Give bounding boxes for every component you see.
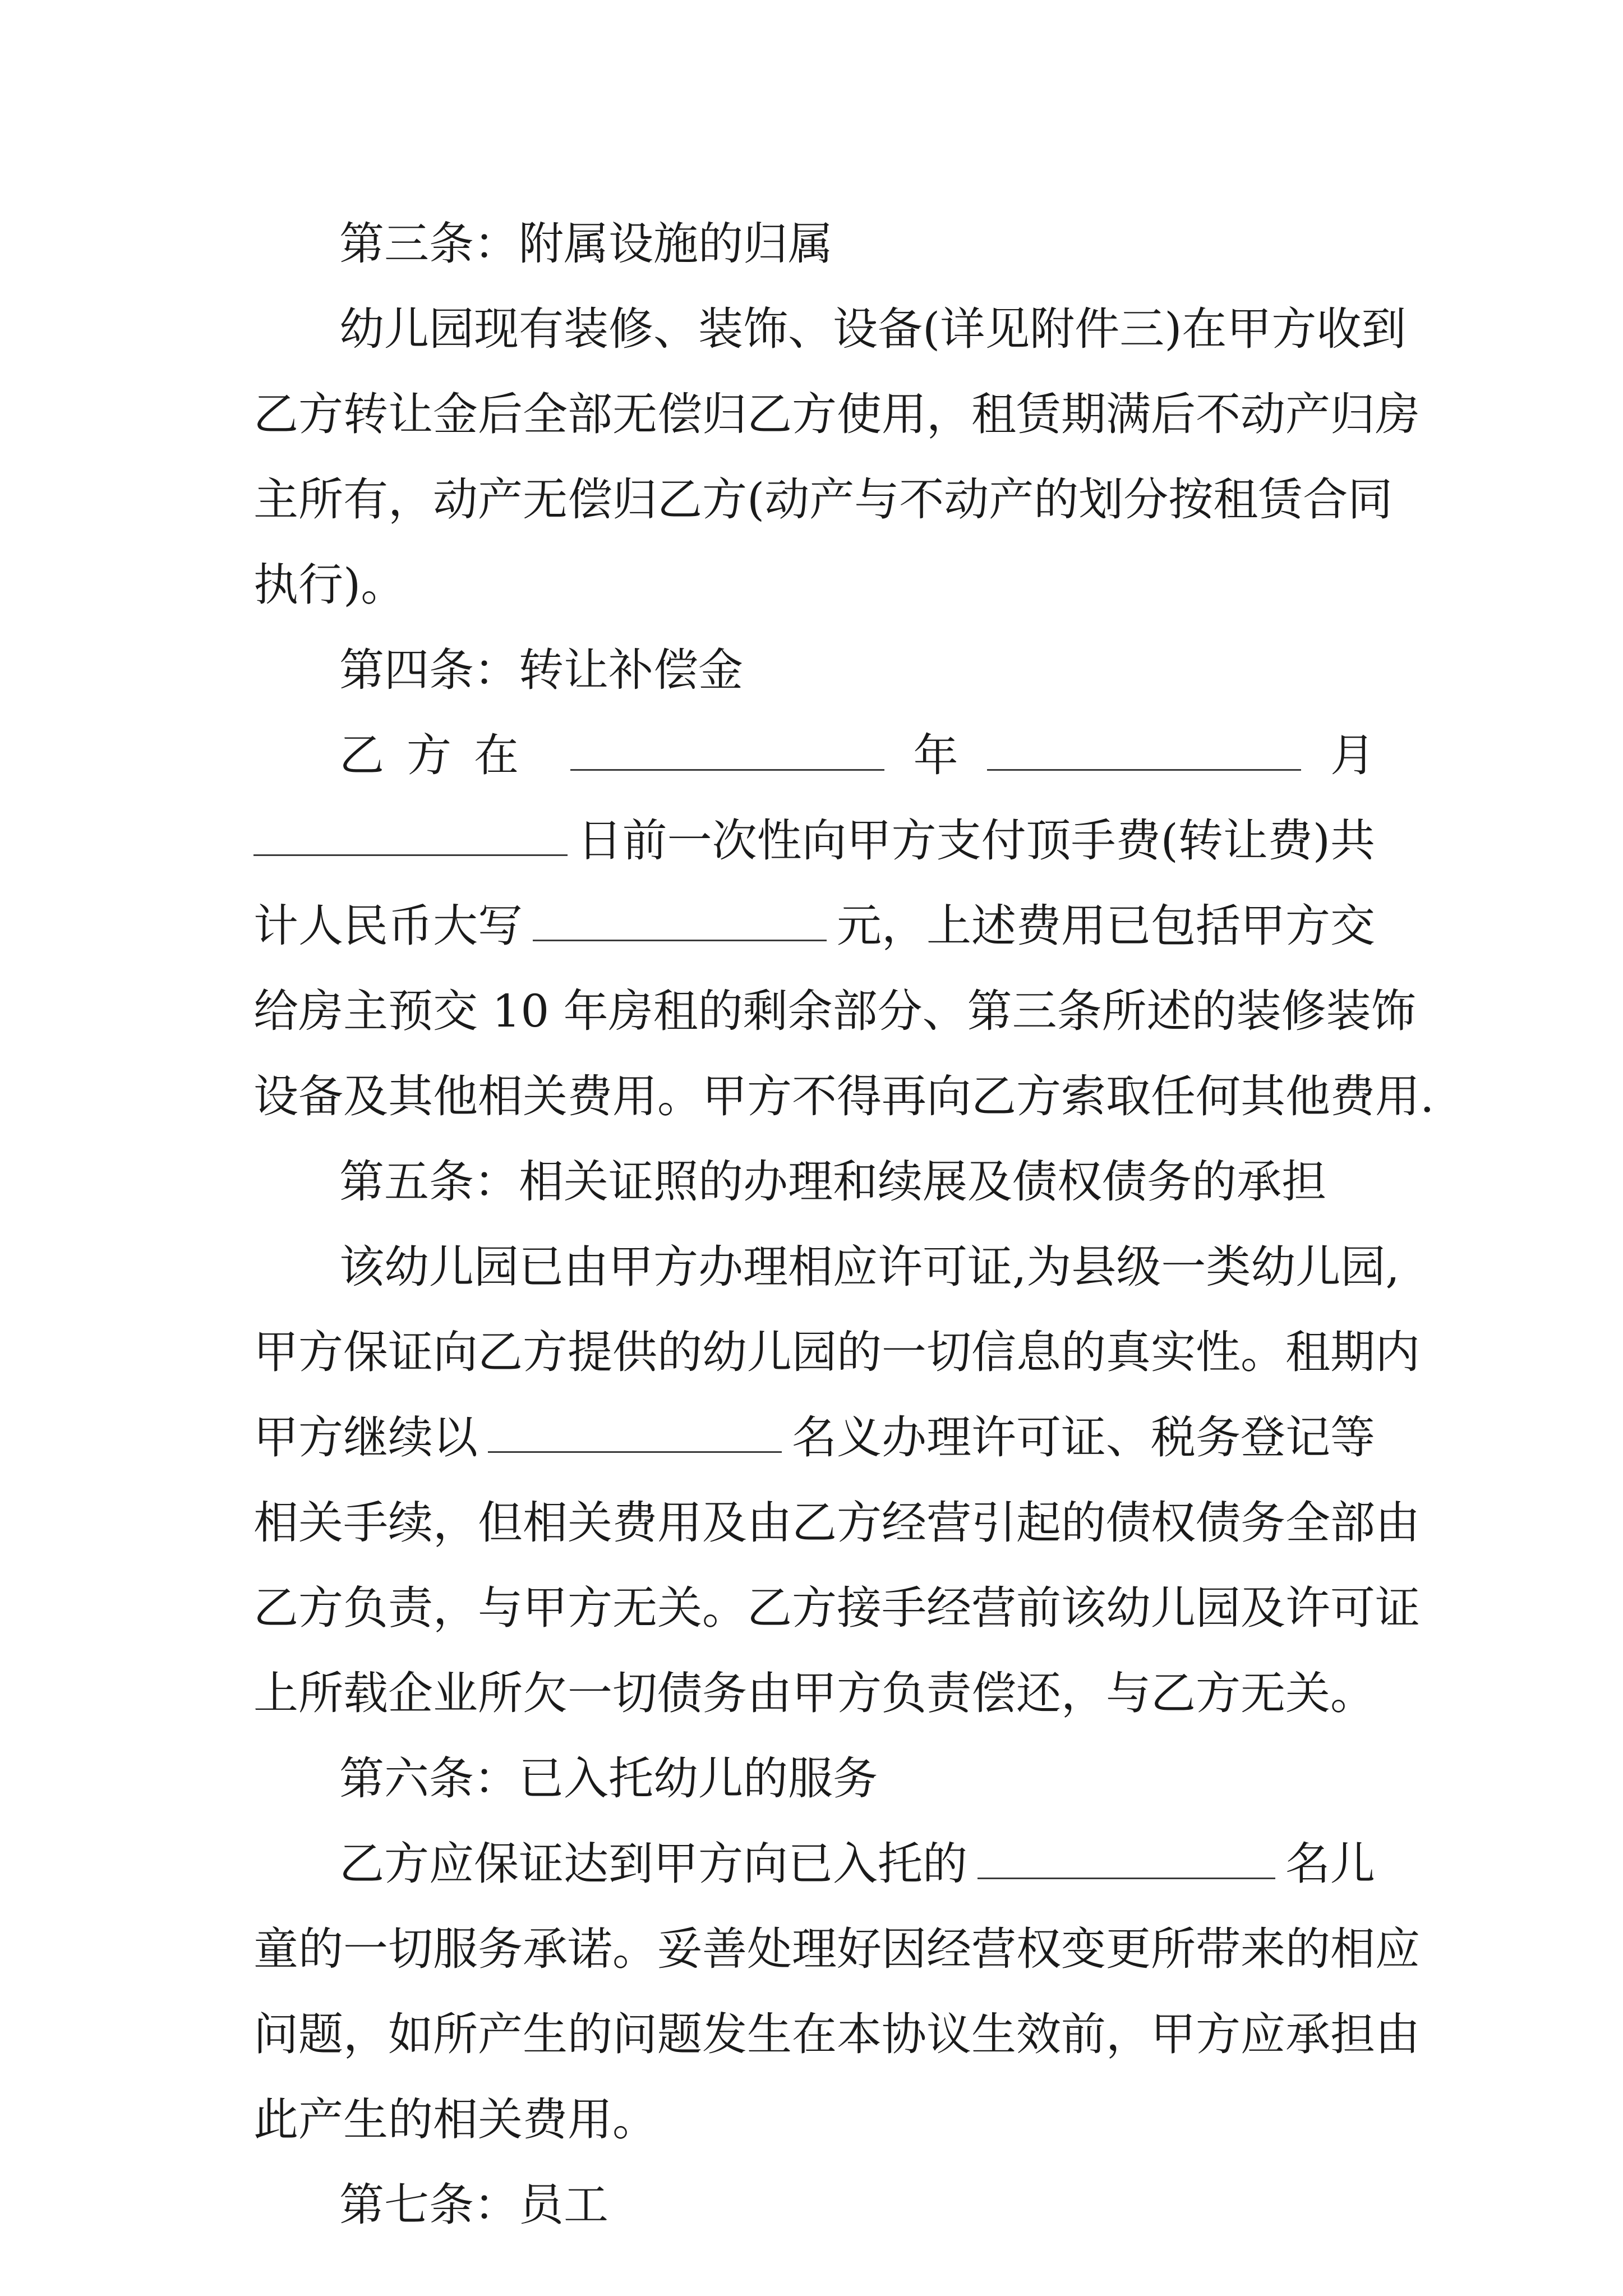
article-6-line-3: 问题，如所产生的问题发生在本协议生效前，甲方应承担由: [253, 2008, 1420, 2060]
article-5-line-5: 乙方负责，与甲方无关。乙方接手经营前该幼儿园及许可证: [253, 1582, 1420, 1634]
month-blank: [987, 729, 1301, 771]
article-4-line-1: [339, 714, 1375, 798]
article-6-heading: 第六条：已入托幼儿的服务: [339, 1752, 878, 1805]
article-4-heading: 第四条：转让补偿金: [339, 644, 743, 696]
article-4-line-4: 给房主预交 10 年房租的剩余部分、第三条所述的装修装饰: [253, 985, 1416, 1037]
article-3-line-1: 幼儿园现有装修、装饰、设备(详见附件三)在甲方收到: [339, 303, 1407, 355]
name-blank: [488, 1411, 782, 1453]
year-blank: [570, 729, 884, 771]
article-5-line-3: [253, 1396, 1375, 1480]
article-4-line-3: [253, 884, 1375, 968]
article-5-line-1: 该幼儿园已由甲方办理相应许可证,为县级一类幼儿园,: [339, 1241, 1400, 1293]
article-7-heading: 第七条：员工: [339, 2179, 608, 2231]
article-5-line-6: 上所载企业所欠一切债务由甲方负责偿还，与乙方无关。: [253, 1667, 1375, 1719]
article-4-text-year: 年: [913, 729, 958, 781]
article-5-text-license-procedures: 名义办理许可证、税务登记等: [792, 1411, 1375, 1464]
article-5-text-continue-under: 甲方继续以: [253, 1411, 478, 1464]
article-4-text-party-b-at: 乙方在: [339, 729, 541, 781]
day-blank: [253, 814, 568, 856]
article-3-line-2: 乙方转让金后全部无偿归乙方使用，租赁期满后不动产归房: [253, 388, 1420, 440]
article-5-line-4: 相关手续，但相关费用及由乙方经营引起的债权债务全部由: [253, 1497, 1420, 1549]
article-4-text-month: 月: [1330, 729, 1375, 781]
article-6-text-children: 名儿: [1285, 1838, 1375, 1890]
article-6-line-4: 此产生的相关费用。: [253, 2093, 657, 2146]
article-3-line-4: 执行)。: [253, 559, 406, 611]
article-4-text-payment: 日前一次性向甲方支付顶手费(转让费)共: [577, 815, 1375, 867]
article-3-line-3: 主所有，动产无偿归乙方(动产与不动产的划分按租赁合同: [253, 473, 1393, 526]
article-4-text-fee-includes: 元，上述费用已包括甲方交: [837, 900, 1375, 952]
article-4-line-5: 设备及其他相关费用。甲方不得再向乙方索取任何其他费用.: [253, 1070, 1435, 1122]
article-6-text-guarantee: 乙方应保证达到甲方向已入托的: [339, 1838, 967, 1890]
article-5-heading: 第五条：相关证照的办理和续展及债权债务的承担: [339, 1156, 1326, 1208]
article-4-line-2: [253, 799, 1375, 883]
article-5-line-2: 甲方保证向乙方提供的幼儿园的一切信息的真实性。租期内: [253, 1326, 1420, 1378]
article-6-line-2: 童的一切服务承诺。妥善处理好因经营权变更所带来的相应: [253, 1923, 1420, 1975]
children-count-blank: [978, 1837, 1275, 1879]
article-6-line-1: [339, 1822, 1375, 1906]
article-3-heading: 第三条：附属设施的归属: [339, 218, 833, 270]
article-4-text-rmb-uppercase: 计人民币大写: [253, 900, 523, 952]
amount-blank: [533, 899, 827, 941]
